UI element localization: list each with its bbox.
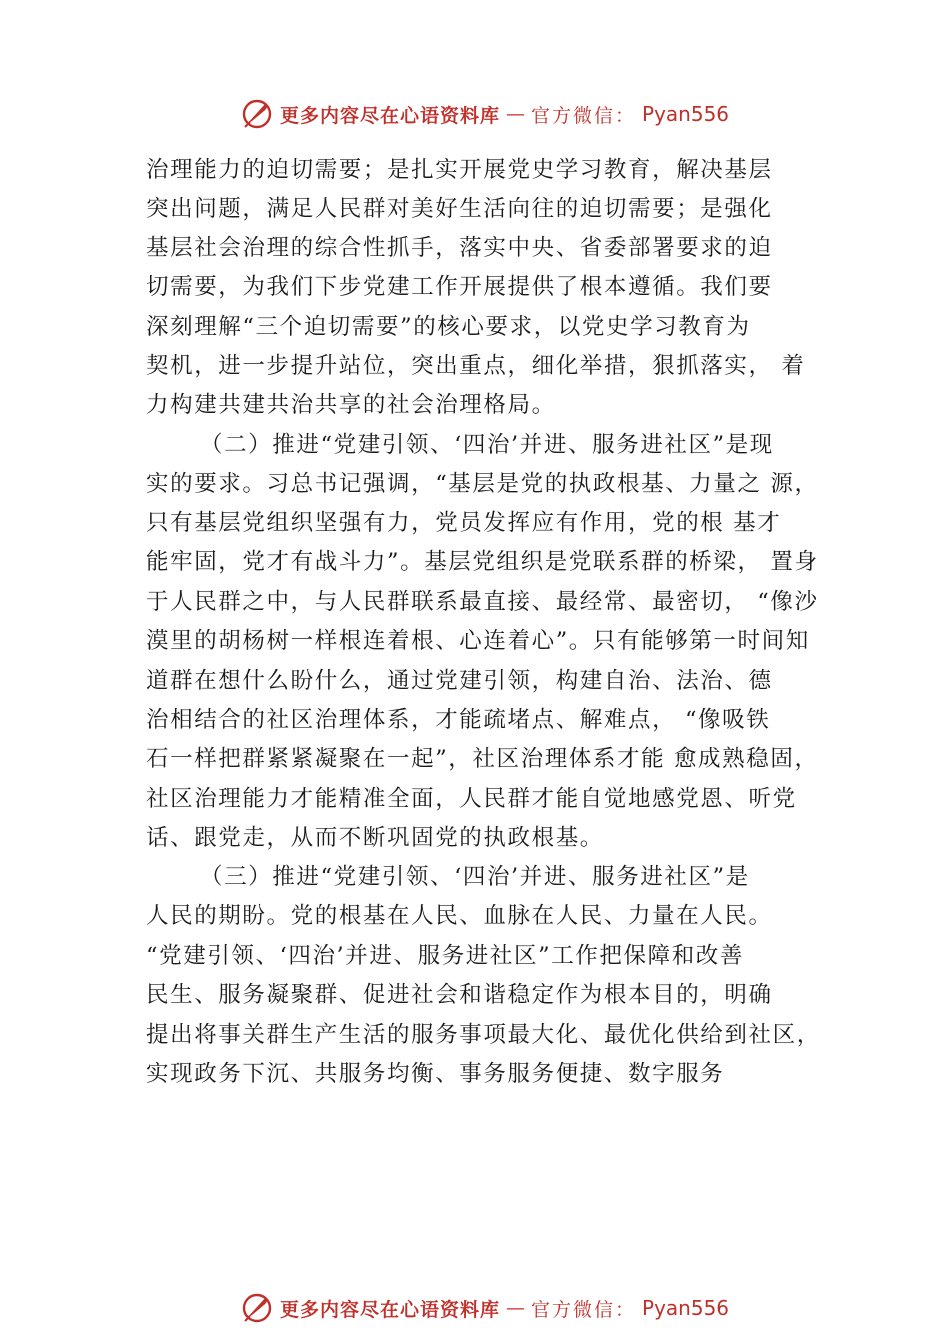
banner-account: Pyan556 bbox=[642, 102, 730, 126]
body-line: 实的要求。习总书记强调，“基层是党的执政根基、力量之 源， bbox=[146, 471, 819, 497]
banner-label: 官方微信： bbox=[531, 1298, 637, 1321]
body-line: 漠里的胡杨树一样根连着根、心连着心”。只有能够第一时间知 bbox=[146, 628, 810, 654]
banner-label: 官方微信： bbox=[531, 104, 637, 127]
body-line: 契机，进一步提升站位，突出重点，细化举措，狠抓落实， 着 bbox=[146, 353, 806, 379]
body-line: 切需要，为我们下步党建工作开展提供了根本遵循。我们要 bbox=[146, 274, 773, 300]
body-line: 提出将事关群生产生活的服务事项最大化、最优化供给到社区， bbox=[146, 1022, 821, 1048]
body-line: 石一样把群紧紧凝聚在一起”，社区治理体系才能 愈成熟稳固， bbox=[146, 746, 819, 772]
quill-pen-icon bbox=[240, 1291, 274, 1325]
body-line: 能牢固，党才有战斗力”。基层党组织是党联系群的桥梁， 置身 bbox=[146, 549, 819, 575]
banner-account: Pyan556 bbox=[642, 1296, 730, 1320]
banner-dash: — bbox=[506, 1297, 526, 1319]
banner-dash: — bbox=[506, 103, 526, 125]
body-line: 基层社会治理的综合性抓手，落实中央、省委部署要求的迫 bbox=[146, 235, 773, 261]
header-banner bbox=[240, 96, 729, 132]
body-line: 人民的期盼。党的根基在人民、血脉在人民、力量在人民。 bbox=[146, 903, 773, 929]
body-line: 于人民群之中，与人民群联系最直接、最经常、最密切， “像沙 bbox=[146, 589, 819, 615]
body-line: “党建引领、‘四治’并进、服务进社区”工作把保障和改善 bbox=[146, 943, 745, 969]
footer-banner bbox=[240, 1290, 729, 1326]
body-line: （二）推进“党建引领、‘四治’并进、服务进社区”是现 bbox=[200, 432, 774, 458]
body-line: 深刻理解“三个迫切需要”的核心要求，以党史学习教育为 bbox=[146, 314, 751, 340]
body-line: 话、跟党走，从而不断巩固党的执政根基。 bbox=[146, 825, 604, 851]
body-line: 只有基层党组织坚强有力，党员发挥应有作用，党的根 基才 bbox=[146, 510, 782, 536]
quill-pen-icon bbox=[240, 97, 274, 131]
body-line: （三）推进“党建引领、‘四治’并进、服务进社区”是 bbox=[200, 864, 750, 890]
body-line: 民生、服务凝聚群、促进社会和谐稳定作为根本目的，明确 bbox=[146, 982, 773, 1008]
body-line: 突出问题，满足人民群对美好生活向往的迫切需要；是强化 bbox=[146, 196, 773, 222]
banner-brand: 更多内容尽在心语资料库 bbox=[280, 1298, 501, 1321]
body-line: 实现政务下沉、共服务均衡、事务服务便捷、数字服务 bbox=[146, 1061, 725, 1087]
body-line: 治相结合的社区治理体系，才能疏堵点、解难点， “像吸铁 bbox=[146, 707, 771, 733]
body-line: 力构建共建共治共享的社会治理格局。 bbox=[146, 392, 556, 418]
body-line: 治理能力的迫切需要；是扎实开展党史学习教育，解决基层 bbox=[146, 157, 773, 183]
banner-brand: 更多内容尽在心语资料库 bbox=[280, 104, 501, 127]
body-line: 社区治理能力才能精准全面，人民群才能自觉地感党恩、听党 bbox=[146, 786, 797, 812]
body-line: 道群在想什么盼什么，通过党建引领，构建自治、法治、德 bbox=[146, 668, 773, 694]
